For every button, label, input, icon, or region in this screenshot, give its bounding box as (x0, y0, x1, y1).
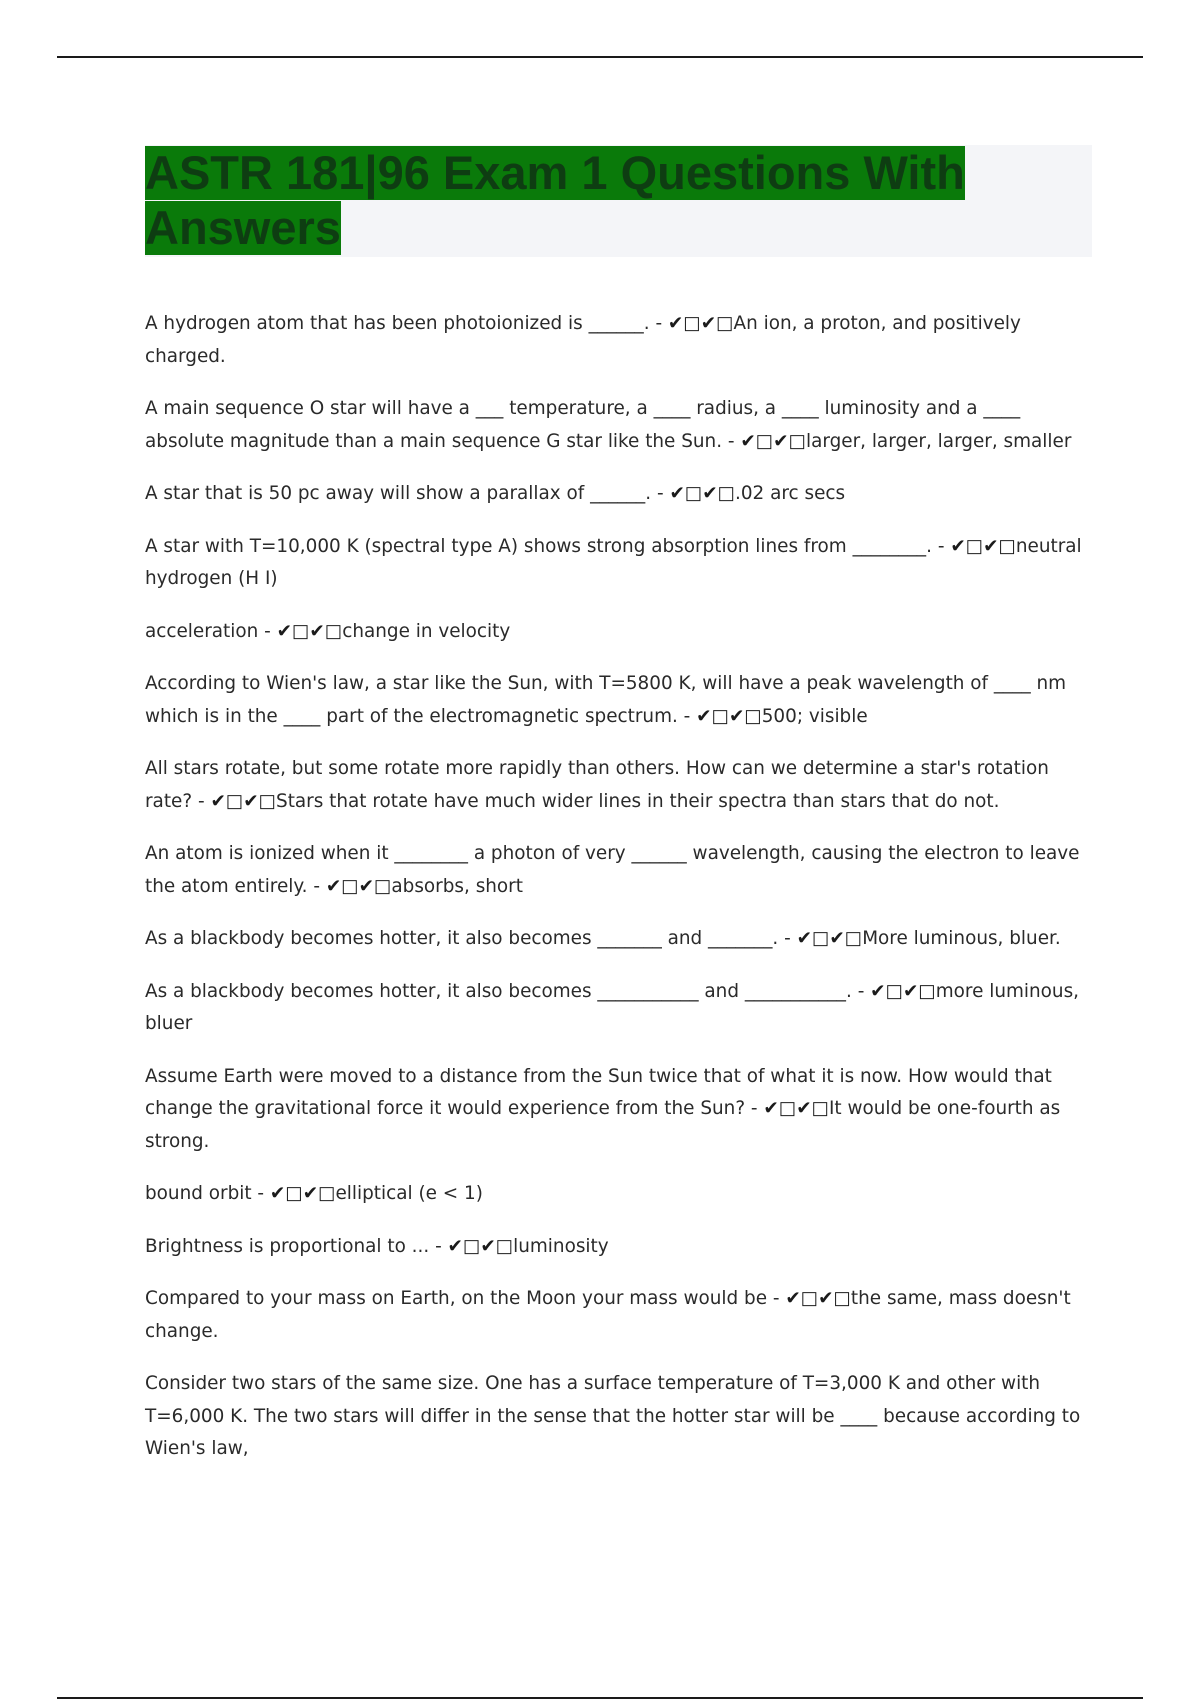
question-text: Assume Earth were moved to a distance from the Sun twice that of what it is now. How would that change the gravitational force it would experience from the Sun? (145, 1065, 1052, 1119)
check-mark-icon: ✔□✔□ (785, 1288, 851, 1309)
qa-item (145, 838, 1095, 903)
check-mark-icon: ✔□✔□ (796, 928, 863, 949)
question-text: According to Wien's law, a star like the Sun, with T=5800 K, will have a peak wavelength of ____ nm which is in the ____ part of the electromagnetic spectrum. (145, 673, 1067, 727)
qa-item (145, 976, 1095, 1041)
question-text: Compared to your mass on Earth, on the Moon your mass would be (145, 1288, 768, 1309)
question-text: As a blackbody becomes hotter, it also becomes _______ and _______. (145, 928, 779, 949)
question-text: bound orbit (145, 1183, 252, 1204)
qa-item (145, 308, 1095, 373)
question-text: A hydrogen atom that has been photoionized is ______. (145, 313, 650, 334)
qa-item (145, 1368, 1095, 1466)
qa-item (145, 478, 1095, 511)
question-text: As a blackbody becomes hotter, it also becomes ___________ and ___________. (145, 980, 852, 1002)
answer-text: It would be one-fourth as strong. (145, 1098, 1061, 1152)
check-mark-icon: ✔□✔□ (669, 483, 736, 504)
check-mark-icon: ✔□✔□ (740, 430, 806, 452)
qa-item (145, 753, 1095, 818)
top-rule (57, 56, 1143, 58)
answer-text: .02 arc secs (735, 483, 846, 504)
question-text: An atom is ionized when it ________ a photon of very ______ wavelength, causing the electron to leave the atom entirely. (145, 843, 1080, 897)
qa-item (145, 1283, 1095, 1348)
qa-item (145, 393, 1095, 458)
qa-item (145, 1178, 1095, 1211)
check-mark-icon: ✔□✔□ (269, 1183, 336, 1204)
answer-text: elliptical (e < 1) (335, 1183, 483, 1204)
check-mark-icon: ✔□✔□ (667, 313, 734, 334)
page-title (145, 145, 995, 255)
separator: - (851, 980, 871, 1002)
page-title-text: ASTR 181|96 Exam 1 Questions With Answers (145, 146, 965, 254)
answer-text: larger, larger, larger, smaller (805, 430, 1072, 452)
separator: - (651, 483, 670, 504)
separator: - (931, 535, 951, 557)
qa-item (145, 668, 1095, 733)
separator: - (429, 1235, 448, 1257)
question-text: Consider two stars of the same size. One has a surface temperature of T=3,000 K and other with T=6,000 K. The two stars will differ in the sense that the hotter star will be ____ because according to Wien's law, (145, 1373, 1081, 1459)
check-mark-icon: ✔□✔□ (276, 620, 343, 642)
qa-item (145, 923, 1095, 956)
answer-text: 500; visible (761, 705, 868, 727)
answer-text: More luminous, bluer. (862, 928, 1061, 949)
separator: - (677, 705, 697, 727)
question-text: A main sequence O star will have a ___ temperature, a ____ radius, a ____ luminosity and a ____ absolute magnitude than a main sequence G star like the Sun. (145, 398, 1021, 452)
check-mark-icon: ✔□✔□ (696, 705, 762, 727)
separator: - (251, 1183, 270, 1204)
separator: - (722, 430, 741, 452)
title-block (145, 145, 1092, 257)
separator: - (745, 1098, 764, 1119)
separator: - (767, 1288, 786, 1309)
question-text: Brightness is proportional to ... (145, 1235, 430, 1257)
question-text: A star with T=10,000 K (spectral type A) shows strong absorption lines from ________. (145, 535, 932, 557)
question-text: A star that is 50 pc away will show a parallax of ______. (145, 483, 652, 504)
qa-list (145, 308, 1095, 1486)
separator: - (649, 313, 668, 334)
question-text: All stars rotate, but some rotate more rapidly than others. How can we determine a star's rotation rate? (145, 758, 1049, 812)
question-text: acceleration (145, 620, 259, 642)
answer-text: more luminous, bluer (145, 980, 1080, 1034)
separator: - (778, 928, 797, 949)
answer-text: the same, mass doesn't change. (145, 1288, 1071, 1342)
qa-item (145, 1231, 1095, 1264)
check-mark-icon: ✔□✔□ (950, 535, 1016, 557)
separator: - (192, 790, 211, 812)
check-mark-icon: ✔□✔□ (763, 1098, 829, 1119)
answer-text: change in velocity (342, 620, 511, 642)
check-mark-icon: ✔□✔□ (870, 980, 936, 1002)
check-mark-icon: ✔□✔□ (210, 790, 277, 812)
answer-text: luminosity (513, 1235, 609, 1257)
answer-text: absorbs, short (391, 875, 523, 897)
answer-text: Stars that rotate have much wider lines in their spectra than stars that do not. (276, 790, 1000, 812)
separator: - (258, 620, 277, 642)
qa-item (145, 1061, 1095, 1159)
qa-item (145, 616, 1095, 649)
qa-item (145, 531, 1095, 596)
check-mark-icon: ✔□✔□ (325, 875, 392, 897)
separator: - (307, 875, 326, 897)
check-mark-icon: ✔□✔□ (447, 1235, 514, 1257)
answer-text: neutral hydrogen (H I) (145, 535, 1082, 589)
bottom-rule (57, 1697, 1143, 1699)
answer-text: An ion, a proton, and positively charged. (145, 313, 1021, 367)
